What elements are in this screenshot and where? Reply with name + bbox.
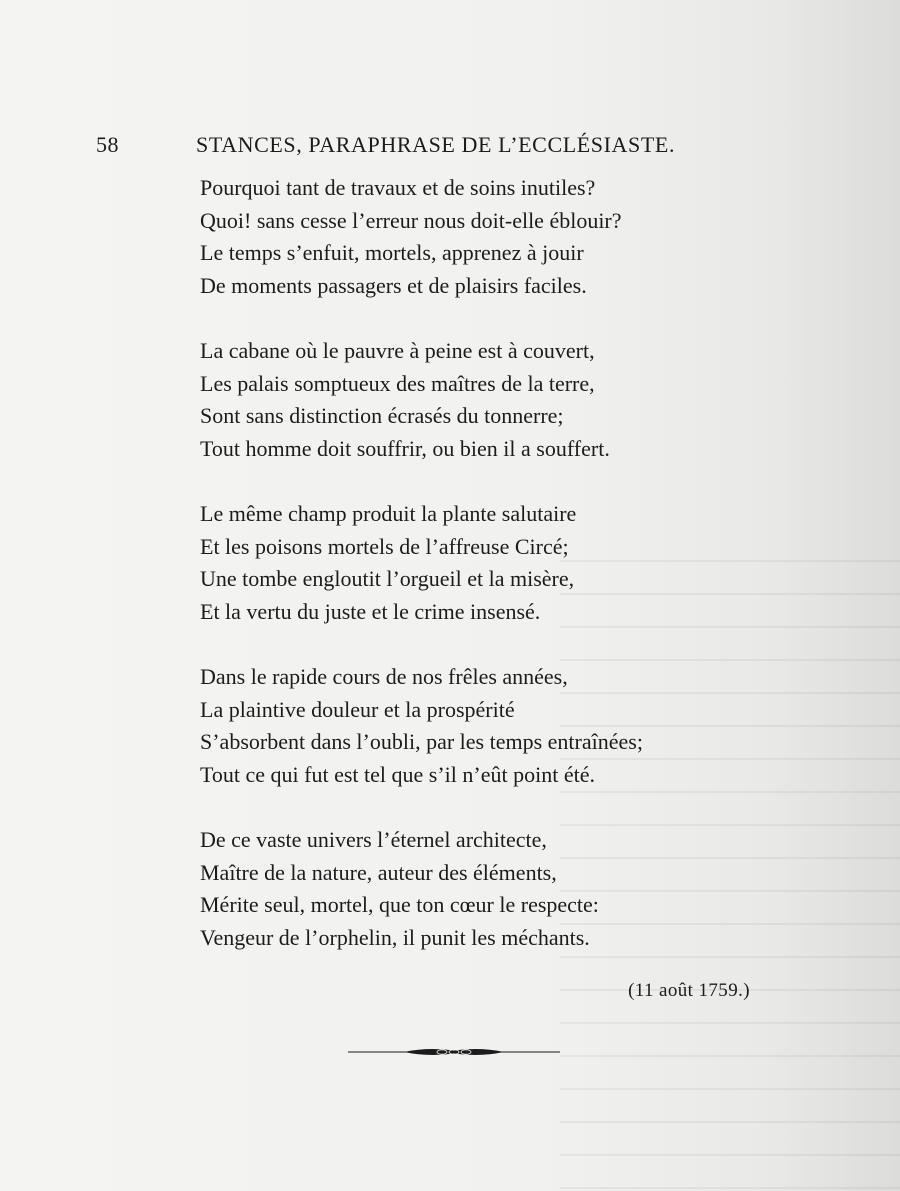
page-number: 58 — [96, 132, 119, 157]
verse-line: Tout homme doit souffrir, ou bien il a souffert. — [200, 435, 610, 461]
poem — [200, 172, 760, 987]
stanza — [200, 824, 760, 954]
verse-line: Mérite seul, mortel, que ton cœur le respecte: — [200, 892, 599, 917]
verse-line: Dans le rapide cours de nos frêles années, — [200, 664, 568, 689]
verse-line: De ce vaste univers l’éternel architecte, — [200, 827, 547, 852]
running-head — [96, 128, 736, 162]
verse-line: Une tombe engloutit l’orgueil et la misère, — [200, 566, 575, 591]
verse-line: De moments passagers et de plaisirs faciles. — [200, 272, 587, 298]
verse-line: S’absorbent dans l’oubli, par les temps entraînées; — [200, 729, 643, 754]
verse-line: Et les poisons mortels de l’affreuse Circé; — [200, 533, 569, 559]
verse-line: La cabane où le pauvre à peine est à couvert, — [200, 338, 595, 363]
stanza — [200, 498, 760, 628]
tailpiece-ornament-icon — [348, 1044, 560, 1060]
verse-line: Maître de la nature, auteur des éléments, — [200, 859, 557, 885]
verse-line: Pourquoi tant de travaux et de soins inutiles? — [200, 175, 596, 200]
verse-line: La plaintive douleur et la prospérité — [200, 696, 515, 722]
stanza — [200, 335, 760, 465]
verse-line: Et la vertu du juste et le crime insensé. — [200, 598, 541, 624]
verse-line: Les palais somptueux des maîtres de la terre, — [200, 370, 595, 396]
verse-line: Quoi! sans cesse l’erreur nous doit-elle éblouir? — [200, 207, 622, 233]
page-title: STANCES, PARAPHRASE DE L’ECCLÉSIASTE. — [196, 132, 676, 157]
verse-line: Vengeur de l’orphelin, il punit les méchants. — [200, 924, 590, 950]
stanza — [200, 661, 760, 791]
verse-line: Le même champ produit la plante salutaire — [200, 501, 577, 526]
stanza — [200, 172, 760, 302]
verse-line: Tout ce qui fut est tel que s’il n’eût point été. — [200, 761, 595, 787]
verse-line: Sont sans distinction écrasés du tonnerre; — [200, 403, 564, 428]
verse-line: Le temps s’enfuit, mortels, apprenez à jouir — [200, 240, 584, 265]
date-line: (11 août 1759.) — [628, 980, 750, 1001]
